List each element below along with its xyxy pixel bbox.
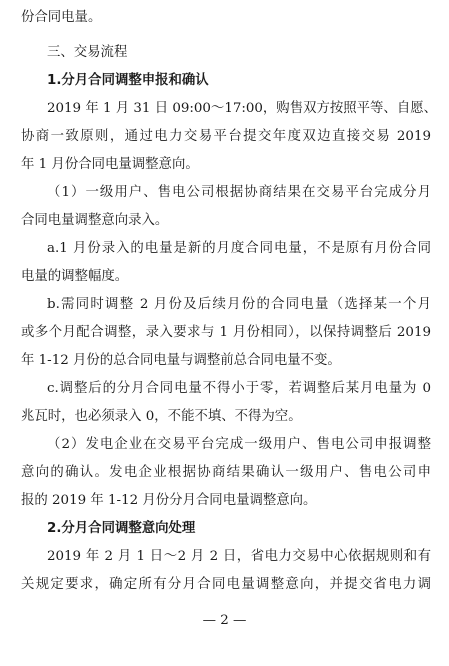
paragraph-line: 电量的调整幅度。 <box>21 269 129 284</box>
paragraph-line: 关规定要求，确定所有分月合同电量调整意向，并提交省电力调 <box>21 577 431 592</box>
paragraph-line: 或多个月配合调整，录入要求与 1 月份相同），以保持调整后 2019 <box>21 325 431 340</box>
paragraph-line: 意向的确认。发电企业根据协商结果确认一级用户、售电公司申 <box>21 465 431 480</box>
paragraph-line: （1）一级用户、售电公司根据协商结果在交易平台完成分月 <box>47 185 431 200</box>
paragraph-line: b.需同时调整 2 月份及后续月份的合同电量（选择某一个月 <box>47 297 431 312</box>
paragraph-line: 年 1-12 月份的总合同电量与调整前总合同电量不变。 <box>21 353 341 368</box>
paragraph-line: 合同电量调整意向录入。 <box>21 213 169 228</box>
paragraph-line: 兆瓦时，也必须录入 0，不能不填、不得为空。 <box>21 409 302 424</box>
paragraph-line: 份合同电量。 <box>21 10 102 25</box>
paragraph-line: 2019 年 2 月 1 日～2 月 2 日，省电力交易中心依据规则和有 <box>47 549 431 564</box>
section-heading: 1.分月合同调整申报和确认 <box>47 73 209 88</box>
page-number: — 2 — <box>202 613 247 628</box>
paragraph-line: 年 1 月份合同电量调整意向。 <box>21 157 199 172</box>
paragraph-line: a.1 月份录入的电量是新的月度合同电量，不是原有月份合同 <box>47 241 431 256</box>
paragraph-line: 2019 年 1 月 31 日 09:00～17:00，购售双方按照平等、自愿、 <box>47 101 437 116</box>
paragraph-line: （2）发电企业在交易平台完成一级用户、售电公司申报调整 <box>47 437 431 452</box>
section-heading: 2.分月合同调整意向处理 <box>47 521 196 536</box>
paragraph-line: 报的 2019 年 1-12 月份分月合同电量调整意向。 <box>21 493 317 508</box>
section-heading: 三、交易流程 <box>47 45 128 60</box>
paragraph-line: c.调整后的分月合同电量不得小于零，若调整后某月电量为 0 <box>47 381 431 396</box>
paragraph-line: 协商一致原则，通过电力交易平台提交年度双边直接交易 2019 <box>21 129 431 144</box>
